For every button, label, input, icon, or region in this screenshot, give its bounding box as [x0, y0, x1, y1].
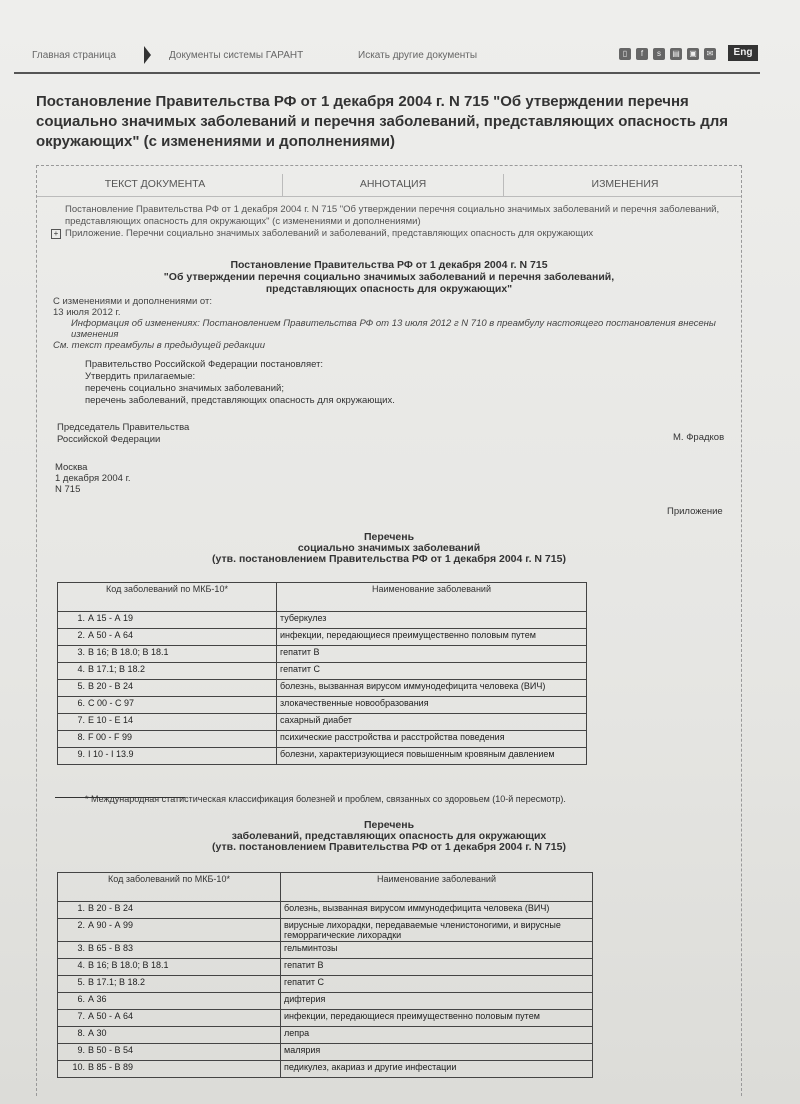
- list2-title-line3: (утв. постановлением Правительства РФ от 1 декабря 2004 г. N 715): [212, 841, 566, 853]
- nav-search-link[interactable]: Искать другие документы: [358, 50, 478, 61]
- list1-title: [37, 532, 741, 565]
- disease-code: А 30: [88, 1028, 107, 1038]
- disease-code: А 50 - А 64: [88, 1011, 134, 1021]
- place-date: [55, 462, 131, 495]
- disease-code-cell: [58, 959, 281, 976]
- disease-code: А 90 - А 99: [88, 920, 134, 930]
- row-number: 9.: [77, 749, 85, 759]
- disease-code: В 17.1; В 18.2: [88, 977, 146, 987]
- see-previous-link[interactable]: См. текст преамбулы в предыдущей редакции: [53, 340, 265, 351]
- row-number: 8.: [77, 732, 85, 742]
- disease-code-cell: [58, 714, 277, 731]
- disease-code-cell: [58, 1044, 281, 1061]
- row-number: 3.: [77, 647, 85, 657]
- tab-document-text[interactable]: ТЕКСТ ДОКУМЕНТА: [104, 178, 206, 190]
- expand-plus-icon[interactable]: +: [51, 229, 61, 239]
- toc-item[interactable]: Постановление Правительства РФ от 1 декабря 2004 г. N 715 "Об утверждении перечня социально значимых заболеваний и перечня заболеваний, представляющих опасность для окружающих" (с изменениями и дополнениями): [65, 204, 720, 227]
- body-paragraph: Правительство Российской Федерации постановляет:: [85, 359, 324, 370]
- disease-name-cell: гепатит С: [277, 663, 587, 680]
- disease-code-cell: [58, 629, 277, 646]
- table-row: [58, 1061, 593, 1078]
- disease-name-cell: болезнь, вызванная вирусом иммунодефицита человека (ВИЧ): [277, 680, 587, 697]
- mobile-icon[interactable]: ▯: [619, 48, 631, 60]
- row-number: 6.: [77, 994, 85, 1004]
- disease-name-cell: гепатит В: [281, 959, 593, 976]
- disease-code: В 17.1; В 18.2: [88, 664, 146, 674]
- table-row: [58, 714, 587, 731]
- document-body: [85, 359, 395, 407]
- disease-name-cell: болезнь, вызванная вирусом иммунодефицита человека (ВИЧ): [281, 902, 593, 919]
- disease-code-cell: [58, 942, 281, 959]
- row-number: 5.: [77, 681, 85, 691]
- disease-code: В 20 - В 24: [88, 681, 134, 691]
- row-number: 7.: [77, 1011, 85, 1021]
- body-paragraph[interactable]: перечень заболеваний, представляющих опасность для окружающих.: [85, 395, 395, 406]
- table-row: [58, 1044, 593, 1061]
- table-row: [58, 629, 587, 646]
- list2-title: [37, 820, 741, 853]
- table-row: [58, 612, 587, 629]
- body-paragraph: Утвердить прилагаемые:: [85, 371, 196, 382]
- save-icon[interactable]: ▣: [687, 48, 699, 60]
- disease-name-cell: злокачественные новообразования: [277, 697, 587, 714]
- document-container: [36, 165, 742, 1096]
- document-date: 1 декабря 2004 г.: [55, 473, 131, 484]
- disease-code-cell: [58, 1027, 281, 1044]
- row-number: 1.: [77, 613, 85, 623]
- table-row: [58, 646, 587, 663]
- changes-date-link[interactable]: 13 июля 2012 г.: [53, 307, 121, 318]
- column-header-name: Наименование заболеваний: [281, 873, 593, 902]
- row-number: 9.: [77, 1045, 85, 1055]
- disease-name-cell: вирусные лихорадки, передаваемые членистоногими, и вирусные геморрагические лихорадки: [281, 919, 593, 942]
- top-navigation: [14, 42, 760, 74]
- column-header-name: Наименование заболеваний: [277, 583, 587, 612]
- disease-code-cell: [58, 663, 277, 680]
- table-row: [58, 959, 593, 976]
- disease-code: В 65 - В 83: [88, 943, 134, 953]
- disease-name-cell: гельминтозы: [281, 942, 593, 959]
- facebook-icon[interactable]: f: [636, 48, 648, 60]
- disease-name-cell: сахарный диабет: [277, 714, 587, 731]
- disease-code-cell: [58, 1010, 281, 1027]
- breadcrumb-arrow-icon: [144, 46, 151, 64]
- table-of-contents: [53, 204, 725, 240]
- disease-code: А 36: [88, 994, 107, 1004]
- row-number: 4.: [77, 664, 85, 674]
- table-row: [58, 680, 587, 697]
- disease-code-cell: [58, 680, 277, 697]
- row-number: 8.: [77, 1028, 85, 1038]
- toc-item[interactable]: Приложение. Перечни социально значимых заболеваний и заболеваний, представляющих опасность для окружающих: [65, 228, 594, 239]
- disease-name-cell: инфекции, передающиеся преимущественно половым путем: [281, 1010, 593, 1027]
- row-number: 10.: [72, 1062, 85, 1072]
- signer-role-line2: Российской Федерации: [57, 434, 161, 445]
- tab-changes[interactable]: ИЗМЕНЕНИЯ: [591, 178, 659, 190]
- disease-code-cell: [58, 919, 281, 942]
- column-header-code: Код заболеваний по МКБ-10*: [58, 583, 277, 612]
- disease-code-cell: [58, 697, 277, 714]
- table-row: [58, 902, 593, 919]
- disease-code: Е 10 - Е 14: [88, 715, 134, 725]
- disease-code: В 16; В 18.0; В 18.1: [88, 647, 169, 657]
- disease-code-cell: [58, 1061, 281, 1078]
- nav-home-link[interactable]: Главная страница: [32, 50, 116, 61]
- row-number: 2.: [77, 630, 85, 640]
- disease-name-cell: психические расстройства и расстройства поведения: [277, 731, 587, 748]
- dangerous-diseases-table: [57, 872, 593, 1078]
- info-text-link[interactable]: Постановлением Правительства РФ от 13 июля 2012 г N 710 в преамбулу настоящего постановления внесены изменения: [71, 318, 716, 340]
- table-row: [58, 1027, 593, 1044]
- signer-role-line1: Председатель Правительства: [57, 422, 190, 433]
- table-row: [58, 663, 587, 680]
- table-row: [58, 993, 593, 1010]
- disease-code-cell: [58, 612, 277, 629]
- disease-name-cell: дифтерия: [281, 993, 593, 1010]
- share-icons: [619, 48, 716, 60]
- disease-name-cell: педикулез, акариаз и другие инфестации: [281, 1061, 593, 1078]
- disease-code: В 16; В 18.0; В 18.1: [88, 960, 169, 970]
- disease-code: F 00 - F 99: [88, 732, 133, 742]
- document-tabs: [37, 172, 741, 197]
- disease-name-cell: гепатит В: [277, 646, 587, 663]
- row-number: 2.: [77, 920, 85, 930]
- list2-title-line2: заболеваний, представляющих опасность для окружающих: [231, 830, 547, 842]
- row-number: 1.: [77, 903, 85, 913]
- signer-name: М. Фрадков: [673, 432, 725, 443]
- document-number: N 715: [55, 484, 81, 495]
- body-paragraph[interactable]: перечень социально значимых заболеваний;: [85, 383, 284, 394]
- disease-name-cell: инфекции, передающиеся преимущественно половым путем: [277, 629, 587, 646]
- disease-name-cell: гепатит С: [281, 976, 593, 993]
- disease-code-cell: [58, 976, 281, 993]
- signer-role: [57, 422, 189, 446]
- nav-docs-link[interactable]: Документы системы ГАРАНТ: [169, 50, 304, 61]
- disease-code-cell: [58, 902, 281, 919]
- column-header-code: Код заболеваний по МКБ-10*: [58, 873, 281, 902]
- footnote: * Международная статистическая классификация болезней и проблем, связанных со здоровьем (10-й пересмотр).: [85, 794, 566, 804]
- disease-code-cell: [58, 748, 277, 765]
- skype-icon[interactable]: s: [653, 48, 665, 60]
- disease-code: А 50 - А 64: [88, 630, 134, 640]
- document-heading: [37, 259, 741, 295]
- list2-title-line1: Перечень: [363, 819, 415, 831]
- print-icon[interactable]: ▤: [670, 48, 682, 60]
- disease-code: В 20 - В 24: [88, 903, 134, 913]
- table-row: [58, 748, 587, 765]
- table-row: [58, 731, 587, 748]
- row-number: 6.: [77, 698, 85, 708]
- row-number: 7.: [77, 715, 85, 725]
- disease-name-cell: лепра: [281, 1027, 593, 1044]
- table-row: [58, 976, 593, 993]
- mail-icon[interactable]: ✉: [704, 48, 716, 60]
- tab-annotation[interactable]: АННОТАЦИЯ: [282, 174, 504, 196]
- disease-code: I 10 - I 13.9: [88, 749, 134, 759]
- row-number: 5.: [77, 977, 85, 987]
- row-number: 4.: [77, 960, 85, 970]
- change-info: [53, 296, 733, 351]
- changes-label: С изменениями и дополнениями от:: [53, 296, 212, 307]
- city: Москва: [55, 462, 88, 473]
- socially-significant-diseases-table: [57, 582, 587, 765]
- appendix-label: Приложение: [667, 506, 723, 517]
- list1-title-line1: Перечень: [363, 531, 415, 543]
- row-number: 3.: [77, 943, 85, 953]
- info-label: Информация об изменениях:: [71, 318, 200, 329]
- disease-name-cell: туберкулез: [277, 612, 587, 629]
- disease-code: А 15 - А 19: [88, 613, 134, 623]
- disease-name-cell: болезни, характеризующиеся повышенным кровяным давлением: [277, 748, 587, 765]
- disease-code: В 85 - В 89: [88, 1062, 134, 1072]
- table-row: [58, 697, 587, 714]
- table-row: [58, 919, 593, 942]
- table-row: [58, 942, 593, 959]
- document-heading-line1: Постановление Правительства РФ от 1 декабря 2004 г. N 715: [230, 259, 548, 271]
- disease-name-cell: малярия: [281, 1044, 593, 1061]
- document-heading-line2: "Об утверждении перечня социально значимых заболеваний и перечня заболеваний, представляющих опасность для окружающих": [163, 271, 615, 295]
- list1-title-line2: социально значимых заболеваний: [297, 542, 481, 554]
- list1-title-line3: (утв. постановлением Правительства РФ от 1 декабря 2004 г. N 715): [212, 553, 566, 565]
- table-row: [58, 1010, 593, 1027]
- disease-code-cell: [58, 993, 281, 1010]
- disease-code-cell: [58, 646, 277, 663]
- language-switch-button[interactable]: Eng: [728, 45, 758, 61]
- disease-code: В 50 - В 54: [88, 1045, 134, 1055]
- disease-code: С 00 - С 97: [88, 698, 135, 708]
- disease-code-cell: [58, 731, 277, 748]
- page-title: Постановление Правительства РФ от 1 декабря 2004 г. N 715 "Об утверждении перечня социально значимых заболеваний и перечня заболеваний, представляющих опасность для окружающих" (с изменениями и дополнениями): [36, 93, 728, 150]
